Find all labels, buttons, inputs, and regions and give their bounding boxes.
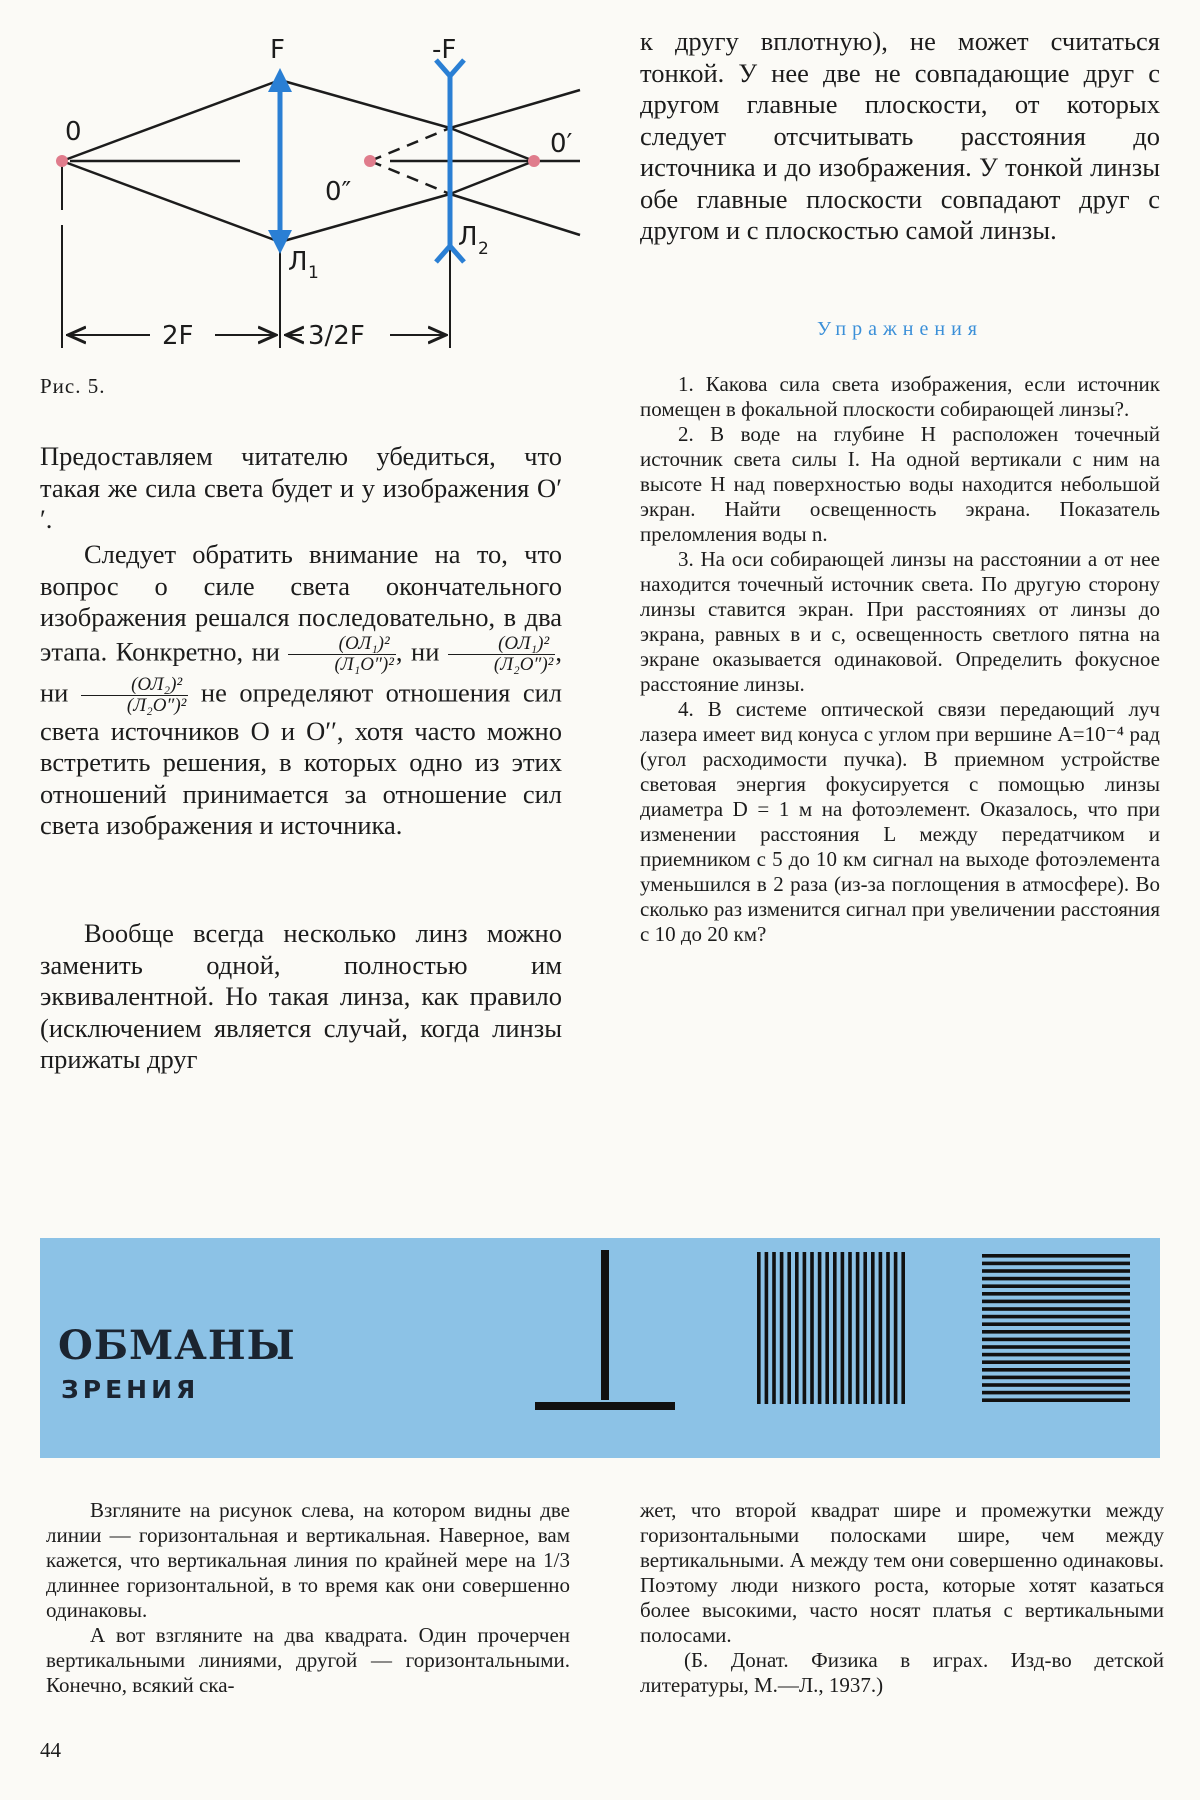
vertical-stripe (818, 1252, 822, 1404)
exercises-list (640, 372, 1160, 947)
vertical-stripe (765, 1252, 769, 1404)
vertical-stripe (803, 1252, 807, 1404)
left-p2-c: , ни (40, 636, 562, 708)
vertical-stripe (848, 1252, 852, 1404)
vertical-stripe (810, 1252, 814, 1404)
horizontal-stripe (982, 1391, 1130, 1395)
left-p1-text: Предоставляем читателю убедиться, что такая же сила света будет и у изображения O′′. (40, 441, 562, 534)
vertical-stripe (871, 1252, 875, 1404)
bottom-right-p1: жет, что второй квадрат шире и промежутки между горизонтальными полосками шире, чем между вертикальными. А между тем они совершенно одинаковы. Поэтому люди низкого роста, которые хотят казаться более высокими, часто носят платья с вертикальными полосами. (640, 1498, 1164, 1647)
frac2-den: (Л₂О″)² (493, 653, 554, 675)
horizontal-stripe (982, 1300, 1130, 1304)
vertical-lines-square (755, 1252, 915, 1412)
vertical-stripe (856, 1252, 860, 1404)
horizontal-stripe (982, 1277, 1130, 1281)
exercise-item: 3. На оси собирающей линзы на расстоянии a от нее находится точечный источник света. По другую сторону линзы ставится экран. При расстояниях от линзы до экрана, равных в и с, освещенность светлого пятна на экране оказывается одинаковой. Определить фокусное расстояние линзы. (640, 547, 1160, 696)
label-L2: Л (458, 222, 478, 252)
exercises-title: Упражнения (817, 318, 983, 340)
label-minus-F: -F (432, 35, 457, 65)
left-paragraph-1 (40, 441, 562, 536)
horizontal-stripe (982, 1383, 1130, 1387)
vertical-stripe (863, 1252, 867, 1404)
horizontal-stripe (982, 1368, 1130, 1372)
horizontal-stripe (982, 1330, 1130, 1334)
vertical-stripe (780, 1252, 784, 1404)
vertical-stripe (833, 1252, 837, 1404)
bottom-left-text (46, 1498, 570, 1698)
vertical-stripe (825, 1252, 829, 1404)
horizontal-stripe (982, 1254, 1130, 1258)
bottom-left-p2: А вот взгляните на два квадрата. Один прочерчен вертикальными линиями, другой — горизонтальными. Конечно, всякий ска- (46, 1623, 570, 1697)
exercise-item: 4. В системе оптической связи передающий луч лазера имеет вид конуса с углом при вершине A=10⁻⁴ рад (угол расходимости пучка). В приемном устройстве световая энергия фокусируется с помощью линзы диаметра D = 1 м на фотоэлемент. Оказалось, что при изменении расстояния L между передатчиком и приемником с 5 до 10 км сигнал на выходе фотоэлемента уменьшился в 2 раза (из-за поглощения в атмосфере). Во сколько раз изменится сигнал при увеличении расстояния с 10 до 20 км? (640, 697, 1160, 946)
page-number: 44 (40, 1738, 61, 1762)
horizontal-stripe (982, 1262, 1130, 1266)
label-O: 0 (65, 117, 82, 147)
vertical-stripe (795, 1252, 799, 1404)
vertical-stripe (772, 1252, 776, 1404)
exercise-item: 2. В воде на глубине H расположен точечный источник света силы I. На одной вертикали с ним на высоте H над поверхностью воды находится небольшой экран. Найти освещенность экрана. Показатель преломления воды n. (640, 422, 1160, 546)
vertical-stripe (879, 1252, 883, 1404)
left-paragraph-3 (40, 918, 562, 1076)
left-paragraph-2 (40, 539, 562, 842)
horizontal-stripe (982, 1307, 1130, 1311)
horizontal-stripe (982, 1315, 1130, 1319)
horizontal-stripe (982, 1398, 1130, 1402)
bottom-left-p1: Взгляните на рисунок слева, на котором видны две линии — горизонтальная и вертикальная. Наверное, вам кажется, что вертикальная линия по крайней мере на 1/3 длиннее горизонтальной, в то время как они совершенно одинаковы. (46, 1498, 570, 1622)
label-F: F (270, 35, 285, 65)
frac3-num: (ОЛ₂)² (81, 675, 188, 696)
horizontal-stripe (982, 1345, 1130, 1349)
left-p3-text: Вообще всегда несколько линз можно заменить одной, полностью им эквивалентной. Но такая линза, как правило (исключением является случай, когда линзы прижаты друг (40, 918, 562, 1074)
label-O-double: 0″ (325, 177, 352, 207)
frac3-den: (Л₂О″)² (126, 694, 187, 716)
label-L2-sub: 2 (478, 239, 489, 259)
t-illusion-figure (530, 1250, 680, 1420)
fraction-1 (288, 634, 395, 675)
frac2-num: (ОЛ₁)² (448, 634, 555, 655)
label-O-prime: 0′ (550, 129, 573, 159)
vertical-stripe (757, 1252, 761, 1404)
horizontal-stripe (982, 1360, 1130, 1364)
horizontal-stripe (982, 1269, 1130, 1273)
vertical-stripe (901, 1252, 905, 1404)
frac1-num: (ОЛ₁)² (288, 634, 395, 655)
label-L1: Л (288, 247, 308, 277)
banner-title: ОБМАНЫ (58, 1322, 296, 1369)
horizontal-stripe (982, 1322, 1130, 1326)
vertical-stripe (787, 1252, 791, 1404)
right-paragraph-1: к другу вплотную), не может считаться тонкой. У нее две не совпадающие друг с другом главные плоскости, от которых следует отсчитывать расстояния до источника и до изображения. У тонкой линзы обе главные плоскости совпадают друг с другом и с плоскостью самой линзы. (640, 26, 1160, 245)
bottom-right-p2: (Б. Донат. Физика в играх. Изд-во детской литературы, М.—Л., 1937.) (640, 1648, 1164, 1697)
converging-lens (268, 68, 292, 254)
horizontal-stripe (982, 1292, 1130, 1296)
horizontal-stripe (982, 1376, 1130, 1380)
lens-diagram (40, 30, 610, 360)
horizontal-lines-square (982, 1252, 1132, 1412)
figure-caption: Рис. 5. (40, 374, 106, 398)
label-2F: 2F (162, 321, 194, 351)
rays (62, 80, 580, 348)
left-p2-b: , ни (395, 636, 440, 667)
horizontal-stripe (982, 1284, 1130, 1288)
frac1-den: (Л₁О″)² (334, 653, 394, 675)
horizontal-stripe (982, 1338, 1130, 1342)
label-3-2F: 3/2F (308, 321, 365, 351)
vertical-stripe (841, 1252, 845, 1404)
vertical-stripe (886, 1252, 890, 1404)
banner-subtitle: ЗРЕНИЯ (61, 1375, 200, 1404)
exercise-item: 1. Какова сила света изображения, если источник помещен в фокальной плоскости собирающей линзы?. (640, 372, 1160, 421)
vertical-stripe (894, 1252, 898, 1404)
left-p2-a: Следует обратить внимание на то, что вопрос о силе света окончательного изображения решался последовательно, в два этапа. Конкретно, ни (40, 539, 562, 667)
fraction-2 (448, 634, 555, 675)
fraction-3 (81, 675, 188, 716)
bottom-right-text (640, 1498, 1164, 1698)
label-L1-sub: 1 (308, 263, 319, 283)
horizontal-stripe (982, 1353, 1130, 1357)
left-p2-d: не определяют отношения сил света источников O и O′′, хотя часто можно встретить решения, в которых одно из этих отношений принимается за отношение сил света изображения и источника. (40, 677, 563, 840)
